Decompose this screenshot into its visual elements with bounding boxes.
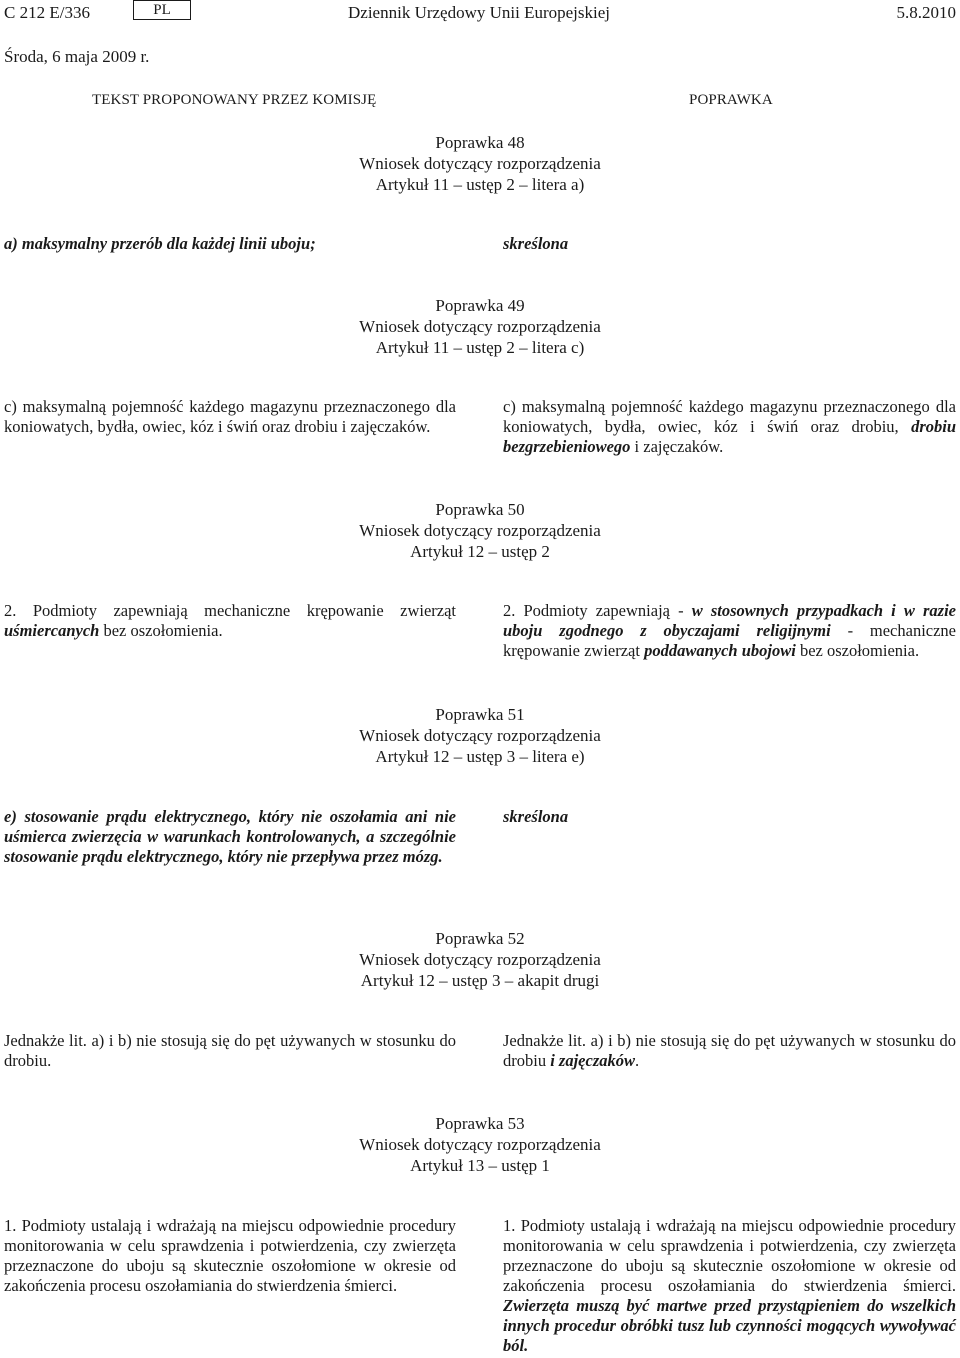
- amendment-article: Artykuł 11 – ustęp 2 – litera c): [375, 338, 585, 357]
- amendment-title: Poprawka 48: [435, 133, 525, 152]
- amendment-title: Poprawka 50: [435, 500, 525, 519]
- amendment-51-heading: [0, 704, 960, 767]
- amendment-52-heading: [0, 928, 960, 991]
- amendment-48-commission-text: a) maksymalny przerób dla każdej linii uboju;: [4, 234, 316, 253]
- amendment-subtitle: Wniosek dotyczący rozporządzenia: [359, 726, 601, 745]
- journal-reference: C 212 E/336: [4, 3, 90, 22]
- amendment-subtitle: Wniosek dotyczący rozporządzenia: [359, 1135, 601, 1154]
- sitting-date: Środa, 6 maja 2009 r.: [4, 47, 150, 66]
- journal-title: Dziennik Urzędowy Unii Europejskiej: [348, 3, 611, 22]
- amendment-article: Artykuł 12 – ustęp 3 – litera e): [375, 747, 585, 766]
- amendment-50-commission-text: 2. Podmioty zapewniają mechaniczne krępowanie zwierząt uśmiercanych bez oszołomienia.: [4, 601, 456, 640]
- amendment-49-commission-text: c) maksymalną pojemność każdego magazynu przeznaczonego dla koniowatych, bydła, owiec, kóz i świń oraz drobiu i zajęczaków.: [4, 397, 456, 436]
- amendment-title: Poprawka 52: [435, 929, 525, 948]
- column-head-commission: TEKST PROPONOWANY PRZEZ KOMISJĘ: [92, 92, 377, 108]
- amendment-article: Artykuł 12 – ustęp 2: [410, 542, 550, 561]
- amendment-53-heading: [0, 1113, 960, 1176]
- amendment-article: Artykuł 13 – ustęp 1: [410, 1156, 550, 1175]
- amendment-title: Poprawka 49: [435, 296, 525, 315]
- amendment-51-commission-text: e) stosowanie prądu elektrycznego, który nie oszołamia ani nie uśmierca zwierzęcia w warunkach kontrolowanych, a szczególnie stosowanie prądu elektrycznego, który nie przepływa przez mózg.: [4, 807, 456, 866]
- amendment-49-heading: [0, 295, 960, 358]
- column-head-amendment: POPRAWKA: [689, 92, 773, 108]
- amendment-53-commission-text: 1. Podmioty ustalają i wdrażają na miejscu odpowiednie procedury monitorowania w celu sprawdzenia i potwierdzenia, czy zwierzęta przeznaczone do uboju są skutecznie oszołomione w okresie od zakończenia procesu oszołamiania do stwierdzenia śmierci.: [4, 1216, 456, 1295]
- amendment-51-amended-text: skreślona: [503, 807, 569, 826]
- page-header: [0, 3, 960, 25]
- amendment-subtitle: Wniosek dotyczący rozporządzenia: [359, 317, 601, 336]
- amendment-title: Poprawka 53: [435, 1114, 525, 1133]
- language-badge: PL: [133, 0, 191, 20]
- publication-date: 5.8.2010: [896, 3, 956, 22]
- amendment-title: Poprawka 51: [435, 705, 525, 724]
- amendment-48-heading: [0, 132, 960, 195]
- amendment-article: Artykuł 11 – ustęp 2 – litera a): [375, 175, 585, 194]
- amendment-52-amended-text: Jednakże lit. a) i b) nie stosują się do pęt używanych w stosunku do drobiu i zajęczaków.: [503, 1031, 956, 1070]
- amendment-subtitle: Wniosek dotyczący rozporządzenia: [359, 154, 601, 173]
- amendment-subtitle: Wniosek dotyczący rozporządzenia: [359, 521, 601, 540]
- amendment-48-amended-text: skreślona: [503, 234, 569, 253]
- amendment-50-heading: [0, 499, 960, 562]
- amendment-article: Artykuł 12 – ustęp 3 – akapit drugi: [360, 971, 600, 990]
- amendment-49-amended-text: c) maksymalną pojemność każdego magazynu przeznaczonego dla koniowatych, bydła, owiec, kóz i świń oraz drobiu, drobiu bezgrzebieniowego i zajęczaków.: [503, 397, 956, 456]
- amendment-52-commission-text: Jednakże lit. a) i b) nie stosują się do pęt używanych w stosunku do drobiu.: [4, 1031, 456, 1070]
- amendment-subtitle: Wniosek dotyczący rozporządzenia: [359, 950, 601, 969]
- amendment-50-amended-text: 2. Podmioty zapewniają - w stosownych przypadkach i w razie uboju zgodnego z obyczajami religijnymi - mechaniczne krępowanie zwierząt poddawanych ubojowi bez oszołomienia.: [503, 601, 957, 660]
- amendment-53-amended-text: 1. Podmioty ustalają i wdrażają na miejscu odpowiednie procedury monitorowania w celu sprawdzenia i potwierdzenia, czy zwierzęta przeznaczone do uboju są skutecznie oszołomione w okresie od zakończenia procesu oszołamiania do stwierdzenia śmierci. Zwierzęta muszą być martwe przed przystąpieniem do wszelkich innych procedur obróbki tusz lub czynności mogących wywoływać ból.: [503, 1216, 956, 1355]
